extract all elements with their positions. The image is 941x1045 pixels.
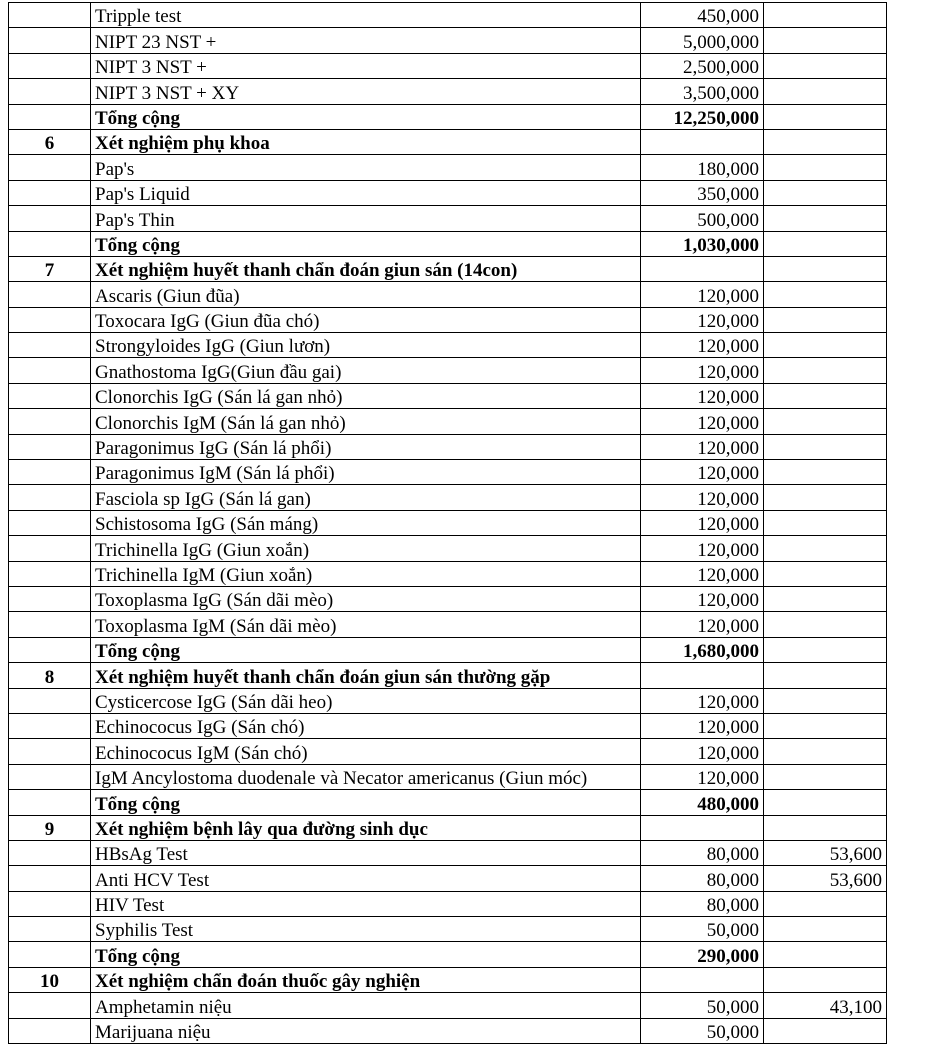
section-title-cell: Xét nghiệm huyết thanh chẩn đoán giun sán thường gặp — [91, 663, 641, 688]
price-cell: 120,000 — [641, 333, 764, 358]
price-cell: 50,000 — [641, 917, 764, 942]
price-cell: 120,000 — [641, 383, 764, 408]
price-cell: 50,000 — [641, 993, 764, 1018]
test-name-cell: NIPT 3 NST + — [91, 53, 641, 78]
total-label-cell: Tổng cộng — [91, 104, 641, 129]
table-row — [9, 282, 887, 307]
price-cell: 120,000 — [641, 485, 764, 510]
section-header-row — [9, 256, 887, 281]
table-row — [9, 586, 887, 611]
total-price-cell: 12,250,000 — [641, 104, 764, 129]
test-name-cell: Pap's Liquid — [91, 180, 641, 205]
test-name-cell: Toxoplasma IgM (Sán dãi mèo) — [91, 612, 641, 637]
section-header-row — [9, 967, 887, 992]
row-number-cell — [9, 3, 91, 28]
test-name-cell: Paragonimus IgM (Sán lá phổi) — [91, 460, 641, 485]
total-price-cell: 1,030,000 — [641, 231, 764, 256]
discount-price-cell — [764, 180, 887, 205]
discount-price-cell: 43,100 — [764, 993, 887, 1018]
table-row — [9, 155, 887, 180]
table-row — [9, 612, 887, 637]
price-cell: 120,000 — [641, 713, 764, 738]
price-cell: 120,000 — [641, 510, 764, 535]
price-cell — [641, 967, 764, 992]
row-number-cell — [9, 79, 91, 104]
discount-price-cell — [764, 282, 887, 307]
table-row — [9, 333, 887, 358]
section-title-cell: Xét nghiệm huyết thanh chẩn đoán giun sán (14con) — [91, 256, 641, 281]
total-row — [9, 942, 887, 967]
test-name-cell: Amphetamin niệu — [91, 993, 641, 1018]
row-number-cell — [9, 460, 91, 485]
test-name-cell: Trichinella IgG (Giun xoắn) — [91, 536, 641, 561]
table-row — [9, 917, 887, 942]
test-name-cell: Paragonimus IgG (Sán lá phổi) — [91, 434, 641, 459]
discount-price-cell: 53,600 — [764, 840, 887, 865]
price-cell: 80,000 — [641, 866, 764, 891]
price-cell — [641, 815, 764, 840]
discount-price-cell — [764, 917, 887, 942]
total-label-cell: Tổng cộng — [91, 942, 641, 967]
table-row — [9, 536, 887, 561]
test-name-cell: Ascaris (Giun đũa) — [91, 282, 641, 307]
discount-price-cell — [764, 129, 887, 154]
discount-price-cell — [764, 612, 887, 637]
section-header-row — [9, 129, 887, 154]
table-row — [9, 866, 887, 891]
price-cell — [641, 663, 764, 688]
row-number-cell — [9, 409, 91, 434]
discount-price-cell — [764, 967, 887, 992]
section-header-row — [9, 815, 887, 840]
discount-price-cell — [764, 333, 887, 358]
row-number-cell — [9, 104, 91, 129]
discount-price-cell — [764, 536, 887, 561]
row-number-cell: 10 — [9, 967, 91, 992]
row-number-cell — [9, 434, 91, 459]
section-header-row — [9, 663, 887, 688]
discount-price-cell — [764, 764, 887, 789]
test-name-cell: Anti HCV Test — [91, 866, 641, 891]
price-cell: 2,500,000 — [641, 53, 764, 78]
table-row — [9, 1018, 887, 1043]
section-title-cell: Xét nghiệm phụ khoa — [91, 129, 641, 154]
discount-price-cell — [764, 739, 887, 764]
discount-price-cell — [764, 485, 887, 510]
discount-price-cell — [764, 434, 887, 459]
discount-price-cell — [764, 713, 887, 738]
test-name-cell: NIPT 3 NST + XY — [91, 79, 641, 104]
price-cell: 450,000 — [641, 3, 764, 28]
test-name-cell: Cysticercose IgG (Sán dãi heo) — [91, 688, 641, 713]
discount-price-cell — [764, 53, 887, 78]
row-number-cell — [9, 485, 91, 510]
total-label-cell: Tổng cộng — [91, 231, 641, 256]
price-cell: 120,000 — [641, 409, 764, 434]
row-number-cell — [9, 510, 91, 535]
row-number-cell — [9, 1018, 91, 1043]
table-row — [9, 206, 887, 231]
row-number-cell — [9, 917, 91, 942]
price-table — [8, 2, 887, 1044]
table-row — [9, 510, 887, 535]
test-name-cell: HIV Test — [91, 891, 641, 916]
price-cell: 120,000 — [641, 739, 764, 764]
test-name-cell: Pap's — [91, 155, 641, 180]
table-row — [9, 713, 887, 738]
table-row — [9, 180, 887, 205]
test-name-cell: Clonorchis IgM (Sán lá gan nhỏ) — [91, 409, 641, 434]
test-name-cell: Tripple test — [91, 3, 641, 28]
test-name-cell: Clonorchis IgG (Sán lá gan nhỏ) — [91, 383, 641, 408]
table-row — [9, 688, 887, 713]
total-price-cell: 290,000 — [641, 942, 764, 967]
table-row — [9, 840, 887, 865]
row-number-cell — [9, 739, 91, 764]
row-number-cell — [9, 637, 91, 662]
discount-price-cell: 53,600 — [764, 866, 887, 891]
price-cell: 120,000 — [641, 307, 764, 332]
row-number-cell — [9, 206, 91, 231]
section-title-cell: Xét nghiệm bệnh lây qua đường sinh dục — [91, 815, 641, 840]
test-name-cell: Echinococus IgM (Sán chó) — [91, 739, 641, 764]
table-row — [9, 358, 887, 383]
discount-price-cell — [764, 1018, 887, 1043]
discount-price-cell — [764, 231, 887, 256]
table-row — [9, 891, 887, 916]
test-name-cell: Toxoplasma IgG (Sán dãi mèo) — [91, 586, 641, 611]
row-number-cell — [9, 383, 91, 408]
row-number-cell: 9 — [9, 815, 91, 840]
price-cell: 5,000,000 — [641, 28, 764, 53]
total-row — [9, 637, 887, 662]
test-name-cell: NIPT 23 NST + — [91, 28, 641, 53]
total-row — [9, 231, 887, 256]
discount-price-cell — [764, 460, 887, 485]
discount-price-cell — [764, 383, 887, 408]
total-row — [9, 790, 887, 815]
discount-price-cell — [764, 307, 887, 332]
row-number-cell — [9, 53, 91, 78]
test-name-cell: Marijuana niệu — [91, 1018, 641, 1043]
discount-price-cell — [764, 637, 887, 662]
discount-price-cell — [764, 155, 887, 180]
table-row — [9, 28, 887, 53]
table-row — [9, 739, 887, 764]
total-row — [9, 104, 887, 129]
row-number-cell — [9, 612, 91, 637]
row-number-cell — [9, 282, 91, 307]
row-number-cell — [9, 586, 91, 611]
row-number-cell — [9, 840, 91, 865]
table-row — [9, 993, 887, 1018]
price-cell: 180,000 — [641, 155, 764, 180]
row-number-cell — [9, 231, 91, 256]
price-cell: 120,000 — [641, 460, 764, 485]
test-name-cell: HBsAg Test — [91, 840, 641, 865]
price-cell: 120,000 — [641, 561, 764, 586]
discount-price-cell — [764, 409, 887, 434]
test-name-cell: Syphilis Test — [91, 917, 641, 942]
total-price-cell: 480,000 — [641, 790, 764, 815]
row-number-cell — [9, 358, 91, 383]
price-cell: 120,000 — [641, 764, 764, 789]
price-cell — [641, 256, 764, 281]
test-name-cell: Strongyloides IgG (Giun lươn) — [91, 333, 641, 358]
discount-price-cell — [764, 358, 887, 383]
total-label-cell: Tổng cộng — [91, 790, 641, 815]
discount-price-cell — [764, 79, 887, 104]
table-row — [9, 3, 887, 28]
discount-price-cell — [764, 561, 887, 586]
test-name-cell: IgM Ancylostoma duodenale và Necator americanus (Giun móc) — [91, 764, 641, 789]
row-number-cell — [9, 790, 91, 815]
price-cell: 120,000 — [641, 612, 764, 637]
row-number-cell — [9, 28, 91, 53]
row-number-cell: 7 — [9, 256, 91, 281]
price-cell: 120,000 — [641, 434, 764, 459]
table-row — [9, 409, 887, 434]
row-number-cell — [9, 333, 91, 358]
table-row — [9, 561, 887, 586]
discount-price-cell — [764, 256, 887, 281]
row-number-cell — [9, 561, 91, 586]
test-name-cell: Trichinella IgM (Giun xoắn) — [91, 561, 641, 586]
test-name-cell: Toxocara IgG (Giun đũa chó) — [91, 307, 641, 332]
discount-price-cell — [764, 663, 887, 688]
row-number-cell — [9, 993, 91, 1018]
total-price-cell: 1,680,000 — [641, 637, 764, 662]
table-row — [9, 764, 887, 789]
row-number-cell — [9, 688, 91, 713]
price-cell: 50,000 — [641, 1018, 764, 1043]
row-number-cell — [9, 866, 91, 891]
row-number-cell — [9, 307, 91, 332]
price-cell — [641, 129, 764, 154]
price-cell: 80,000 — [641, 840, 764, 865]
discount-price-cell — [764, 688, 887, 713]
test-name-cell: Fasciola sp IgG (Sán lá gan) — [91, 485, 641, 510]
row-number-cell: 8 — [9, 663, 91, 688]
table-row — [9, 383, 887, 408]
discount-price-cell — [764, 891, 887, 916]
discount-price-cell — [764, 586, 887, 611]
table-row — [9, 434, 887, 459]
price-cell: 3,500,000 — [641, 79, 764, 104]
row-number-cell — [9, 155, 91, 180]
price-cell: 350,000 — [641, 180, 764, 205]
discount-price-cell — [764, 3, 887, 28]
table-row — [9, 485, 887, 510]
test-name-cell: Echinococus IgG (Sán chó) — [91, 713, 641, 738]
row-number-cell — [9, 536, 91, 561]
row-number-cell — [9, 180, 91, 205]
discount-price-cell — [764, 942, 887, 967]
test-name-cell: Pap's Thin — [91, 206, 641, 231]
price-cell: 120,000 — [641, 358, 764, 383]
row-number-cell — [9, 713, 91, 738]
discount-price-cell — [764, 28, 887, 53]
price-table-body — [9, 3, 887, 1044]
discount-price-cell — [764, 510, 887, 535]
row-number-cell — [9, 764, 91, 789]
price-cell: 120,000 — [641, 536, 764, 561]
discount-price-cell — [764, 790, 887, 815]
test-name-cell: Schistosoma IgG (Sán máng) — [91, 510, 641, 535]
row-number-cell: 6 — [9, 129, 91, 154]
price-cell: 500,000 — [641, 206, 764, 231]
test-name-cell: Gnathostoma IgG(Giun đầu gai) — [91, 358, 641, 383]
table-row — [9, 79, 887, 104]
price-cell: 120,000 — [641, 688, 764, 713]
price-cell: 120,000 — [641, 282, 764, 307]
table-row — [9, 53, 887, 78]
discount-price-cell — [764, 104, 887, 129]
price-cell: 80,000 — [641, 891, 764, 916]
table-row — [9, 460, 887, 485]
discount-price-cell — [764, 815, 887, 840]
discount-price-cell — [764, 206, 887, 231]
price-cell: 120,000 — [641, 586, 764, 611]
row-number-cell — [9, 891, 91, 916]
total-label-cell: Tổng cộng — [91, 637, 641, 662]
row-number-cell — [9, 942, 91, 967]
table-row — [9, 307, 887, 332]
section-title-cell: Xét nghiệm chẩn đoán thuốc gây nghiện — [91, 967, 641, 992]
